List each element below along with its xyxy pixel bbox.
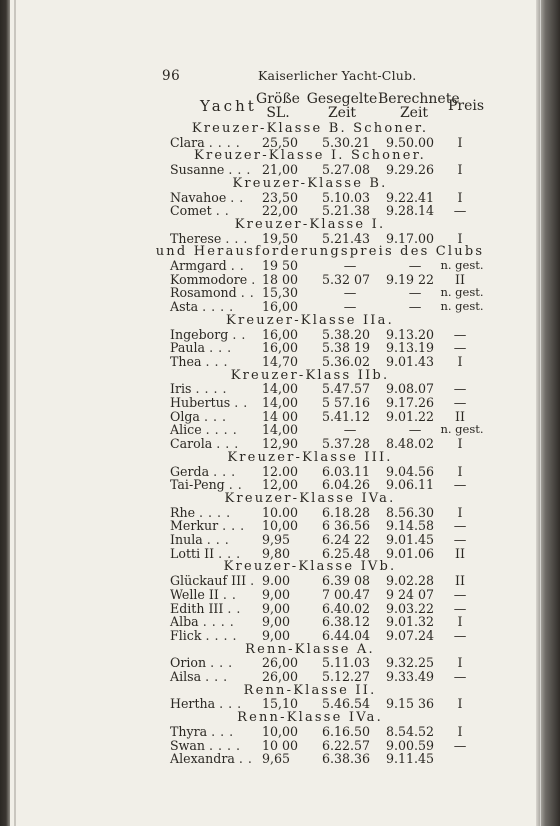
- yacht-name: Hertha: [170, 696, 216, 712]
- leader-dots: . .: [232, 326, 246, 342]
- yacht-name: Orion: [170, 655, 207, 671]
- prize-value: I: [457, 504, 463, 520]
- calculated-time: 9.19 22: [386, 271, 435, 287]
- column-header-size-line2: SL.: [266, 105, 290, 121]
- leader-dots: . . . .: [205, 627, 238, 643]
- yacht-cell: [170, 396, 248, 409]
- leader-dots: . . .: [219, 696, 242, 712]
- leader-dots: . . .: [210, 655, 233, 671]
- sailed-time: —: [343, 422, 357, 438]
- size-value: 9.00: [262, 573, 291, 589]
- sailed-time: 5.30.21: [322, 134, 371, 150]
- leader-dots: . . . .: [202, 299, 234, 315]
- sailed-time: 5.46.54: [322, 696, 371, 712]
- leader-dots: . .: [240, 285, 255, 301]
- section-heading: Kreuzer-Klasse IVb.: [223, 559, 397, 575]
- size-value: 26,00: [262, 655, 299, 671]
- calculated-time: —: [408, 299, 422, 315]
- table-row: [0, 615, 560, 628]
- sailed-time: 6 36.56: [322, 518, 371, 534]
- sailed-time: 6.44.04: [322, 627, 371, 643]
- table-row: [0, 739, 560, 752]
- column-header-sailed-line1: Gesegelte: [306, 91, 378, 107]
- prize-value: —: [453, 340, 467, 356]
- size-value: 12,90: [262, 436, 299, 452]
- prize-value: I: [457, 614, 463, 630]
- prize-value: I: [457, 162, 463, 178]
- leader-dots: . .: [230, 189, 244, 205]
- yacht-name: Ingeborg: [170, 326, 229, 342]
- prize-value: n. gest.: [440, 422, 484, 437]
- table-row: [0, 533, 560, 546]
- yacht-cell: [170, 204, 229, 217]
- prize-value: I: [457, 436, 463, 452]
- table-row: [0, 259, 560, 272]
- table-row: [0, 437, 560, 450]
- yacht-name: Welle II: [170, 586, 219, 602]
- calculated-time: 9.32.25: [386, 655, 435, 671]
- yacht-name: Navahoe: [170, 189, 227, 205]
- yacht-name: Rhe: [170, 504, 196, 520]
- sailed-time: 5.27.08: [322, 162, 371, 178]
- size-value: 16,00: [262, 326, 299, 342]
- calculated-time: 9.29.26: [386, 162, 435, 178]
- table-row: [0, 465, 560, 478]
- yacht-cell: [170, 739, 241, 752]
- sailed-time: 6.18.28: [322, 504, 371, 520]
- table-row: [0, 396, 560, 409]
- size-value: 10,00: [262, 723, 299, 739]
- size-value: 22,00: [262, 203, 299, 219]
- leader-dots: . . .: [205, 669, 228, 684]
- yacht-name: Kommodore: [170, 271, 248, 287]
- yacht-name: Iris: [170, 381, 192, 397]
- yacht-cell: [170, 273, 256, 286]
- calculated-time: 9.01.06: [386, 545, 435, 561]
- section-heading: Kreuzer-Klasse B.: [232, 175, 388, 191]
- prize-value: —: [453, 600, 467, 616]
- yacht-name: Alba: [170, 614, 199, 630]
- leader-dots: . . . .: [199, 504, 231, 520]
- size-value: 14,70: [262, 353, 299, 369]
- sailed-time: 5.41.12: [322, 408, 371, 424]
- calculated-time: 9.00.59: [386, 737, 435, 753]
- calculated-time: 9.14.58: [386, 518, 435, 534]
- table-row: [0, 478, 560, 491]
- sailed-time: 5.32 07: [322, 271, 371, 287]
- column-header-prize: Preis: [448, 98, 485, 114]
- prize-value: —: [453, 669, 467, 684]
- prize-value: II: [455, 545, 465, 561]
- size-value: 9,65: [262, 751, 291, 767]
- calculated-time: 9.13.20: [386, 326, 435, 342]
- yacht-name: Therese: [170, 230, 222, 246]
- yacht-name: Rosamond: [170, 285, 237, 301]
- calculated-time: 8.56.30: [386, 504, 435, 520]
- sailed-time: 6.03.11: [322, 463, 371, 479]
- size-value: 10 00: [262, 737, 299, 753]
- table-row: [0, 602, 560, 615]
- table-row: [0, 519, 560, 532]
- prize-value: II: [455, 408, 465, 424]
- yacht-name: Lotti II: [170, 545, 215, 561]
- table-row: [0, 382, 560, 395]
- table-row: [0, 423, 560, 436]
- prize-value: I: [457, 696, 463, 712]
- yacht-cell: [170, 697, 242, 710]
- table-row: [0, 286, 560, 299]
- yacht-name: Susanne: [170, 162, 225, 178]
- yacht-cell: [170, 286, 254, 299]
- prize-value: I: [457, 230, 463, 246]
- leader-dots: . .: [234, 395, 248, 410]
- yacht-cell: [170, 602, 241, 615]
- table-row: [0, 629, 560, 642]
- yacht-name: Paula: [170, 340, 206, 356]
- prize-value: II: [455, 271, 465, 287]
- leader-dots: . . .: [218, 545, 241, 561]
- prize-value: n. gest.: [440, 285, 484, 300]
- column-header-sailed-line2: Zeit: [327, 105, 357, 121]
- section-heading: Kreuzer-Klasse IVa.: [224, 490, 396, 506]
- prize-value: I: [457, 723, 463, 739]
- table-row: [0, 341, 560, 354]
- table-row: [0, 273, 560, 286]
- yacht-name: Swan: [170, 737, 206, 753]
- calculated-time: 9 24 07: [386, 586, 435, 602]
- sailed-time: 5.37.28: [322, 436, 371, 452]
- running-title: Kaiserlicher Yacht-Club.: [258, 68, 417, 83]
- sailed-time: —: [343, 299, 357, 315]
- section-heading: Kreuzer-Klasse IIa.: [226, 312, 394, 328]
- calculated-time: 9.33.49: [386, 669, 435, 684]
- sailed-time: 5.38.20: [322, 326, 371, 342]
- table-row: [0, 752, 560, 765]
- calculated-time: 9.17.00: [386, 230, 435, 246]
- leader-dots: . .: [215, 203, 230, 219]
- leader-dots: . . .: [228, 162, 251, 178]
- table-row: [0, 163, 560, 176]
- yacht-cell: [170, 533, 229, 546]
- column-header-calc-line2: Zeit: [399, 105, 429, 121]
- yacht-name: Edith III: [170, 600, 224, 616]
- calculated-time: 9.04.56: [386, 463, 435, 479]
- table-row: [0, 725, 560, 738]
- section-heading: Kreuzer-Klasse III.: [227, 449, 393, 465]
- yacht-name: Comet: [170, 203, 212, 219]
- size-value: 15,10: [262, 696, 299, 712]
- calculated-time: 9.50.00: [386, 134, 435, 150]
- table-row: [0, 506, 560, 519]
- leader-dots: . . . .: [209, 737, 241, 753]
- prize-value: I: [457, 134, 463, 150]
- leader-dots: .: [251, 271, 256, 287]
- leader-dots: .: [250, 573, 255, 589]
- table-row: [0, 300, 560, 313]
- sailed-time: 5.11.03: [322, 655, 371, 671]
- section-heading: Renn-Klasse A.: [245, 641, 375, 657]
- prize-value: I: [457, 189, 463, 205]
- size-value: 9,95: [262, 532, 291, 547]
- leader-dots: . . .: [211, 723, 234, 739]
- sailed-time: 5.38 19: [322, 340, 371, 356]
- size-value: 9,80: [262, 545, 291, 561]
- yacht-name: Alexandra: [170, 751, 235, 767]
- size-value: 9,00: [262, 614, 291, 630]
- yacht-name: Clara: [170, 134, 205, 150]
- calculated-time: 9.15 36: [386, 696, 435, 712]
- calculated-time: 9.17.26: [386, 395, 435, 410]
- yacht-cell: [170, 423, 237, 436]
- table-row: [0, 547, 560, 560]
- yacht-cell: [170, 163, 251, 176]
- yacht-name: Inula: [170, 532, 203, 547]
- calculated-time: —: [408, 258, 422, 273]
- size-value: 15,30: [262, 285, 299, 301]
- prize-value: —: [453, 395, 467, 410]
- yacht-cell: [170, 382, 227, 395]
- yacht-cell: [170, 465, 236, 478]
- yacht-name: Olga: [170, 408, 200, 424]
- calculated-time: 9.01.45: [386, 532, 435, 547]
- yacht-cell: [170, 410, 226, 423]
- yacht-name: Asta: [170, 299, 199, 315]
- column-header-yacht: Yacht: [200, 97, 257, 115]
- sailed-time: —: [343, 258, 357, 273]
- sailed-time: 5.47.57: [322, 381, 371, 397]
- size-value: 9,00: [262, 600, 291, 616]
- section-heading: und Herausforderungspreis des Clubs: [155, 244, 485, 260]
- yacht-cell: [170, 588, 236, 601]
- sailed-time: 6.24 22: [322, 532, 371, 547]
- leader-dots: . . . .: [205, 422, 238, 438]
- yacht-name: Tai-Peng: [170, 477, 225, 493]
- prize-value: —: [453, 203, 467, 219]
- prize-value: —: [453, 532, 467, 547]
- sailed-time: 5.10.03: [322, 189, 371, 205]
- leader-dots: . .: [230, 258, 245, 273]
- leader-dots: . . .: [206, 532, 230, 547]
- prize-value: —: [453, 381, 467, 397]
- sailed-time: 5.21.38: [322, 203, 371, 219]
- section-heading: Kreuzer-Klasse I.: [234, 216, 386, 232]
- sailed-time: 6.39 08: [322, 573, 371, 589]
- table-row: [0, 232, 560, 245]
- table-row: [0, 588, 560, 601]
- yacht-cell: [170, 656, 233, 669]
- size-value: 26,00: [262, 669, 299, 684]
- leader-dots: . . .: [222, 518, 245, 534]
- leader-dots: . .: [222, 586, 237, 602]
- sailed-time: 6.16.50: [322, 723, 371, 739]
- leader-dots: . . .: [213, 463, 236, 479]
- calculated-time: 9.22.41: [386, 189, 435, 205]
- yacht-cell: [170, 328, 246, 341]
- table-row: [0, 670, 560, 683]
- size-value: 25,50: [262, 134, 299, 150]
- section-heading: Renn-Klasse II.: [243, 682, 377, 698]
- size-value: 19,50: [262, 230, 299, 246]
- leader-dots: . . .: [216, 436, 239, 452]
- calculated-time: 9.28.14: [386, 203, 435, 219]
- calculated-time: 9.01.43: [386, 353, 435, 369]
- calculated-time: —: [408, 285, 422, 301]
- calculated-time: 9.07.24: [386, 627, 435, 643]
- sailed-time: 6.25.48: [322, 545, 371, 561]
- yacht-name: Flick: [170, 627, 202, 643]
- table-row: [0, 204, 560, 217]
- yacht-cell: [170, 341, 232, 354]
- size-value: 14,00: [262, 422, 299, 438]
- yacht-name: Carola: [170, 436, 213, 452]
- sailed-time: 7 00.47: [322, 586, 371, 602]
- yacht-cell: [170, 300, 234, 313]
- size-value: 16,00: [262, 299, 299, 315]
- yacht-cell: [170, 670, 228, 683]
- table-row: [0, 328, 560, 341]
- sailed-time: 6.38.12: [322, 614, 371, 630]
- size-value: 10.00: [262, 504, 299, 520]
- sailed-time: 5.36.02: [322, 353, 371, 369]
- yacht-cell: [170, 355, 228, 368]
- yacht-cell: [170, 519, 245, 532]
- yacht-name: Hubertus: [170, 395, 231, 410]
- prize-value: I: [457, 655, 463, 671]
- yacht-name: Thyra: [170, 723, 208, 739]
- column-header-size-line1: Größe: [256, 91, 300, 107]
- leader-dots: . . . .: [202, 614, 235, 630]
- yacht-name: Glückauf III: [170, 573, 247, 589]
- table-row: [0, 574, 560, 587]
- yacht-name: Merkur: [170, 518, 219, 534]
- calculated-time: —: [408, 422, 422, 438]
- leader-dots: . . .: [209, 340, 232, 356]
- leader-dots: . . .: [205, 353, 229, 369]
- table-row: [0, 410, 560, 423]
- size-value: 14,00: [262, 395, 299, 410]
- yacht-cell: [170, 506, 231, 519]
- calculated-time: 9.11.45: [386, 751, 435, 767]
- calculated-time: 9.03.22: [386, 600, 435, 616]
- size-value: 14,00: [262, 381, 299, 397]
- sailed-time: 5.12.27: [322, 669, 371, 684]
- page-number: 96: [162, 68, 181, 84]
- yacht-name: Thea: [170, 353, 202, 369]
- yacht-name: Gerda: [170, 463, 210, 479]
- yacht-cell: [170, 478, 242, 491]
- size-value: 14 00: [262, 408, 299, 424]
- size-value: 12.00: [262, 463, 299, 479]
- size-value: 23,50: [262, 189, 299, 205]
- table-row: [0, 191, 560, 204]
- yacht-cell: [170, 136, 240, 149]
- size-value: 19 50: [262, 258, 299, 273]
- leader-dots: . .: [227, 600, 241, 616]
- calculated-time: 9.08.07: [386, 381, 435, 397]
- yacht-cell: [170, 437, 239, 450]
- leader-dots: . . .: [203, 408, 227, 424]
- leader-dots: . .: [238, 751, 253, 767]
- yacht-cell: [170, 725, 234, 738]
- prize-value: —: [453, 477, 467, 493]
- calculated-time: 8.54.52: [386, 723, 435, 739]
- prize-value: —: [453, 627, 467, 643]
- leader-dots: . . .: [225, 230, 248, 246]
- yacht-cell: [170, 232, 248, 245]
- sailed-time: —: [343, 285, 357, 301]
- table-row: [0, 656, 560, 669]
- size-value: 9,00: [262, 586, 291, 602]
- calculated-time: 9.01.22: [386, 408, 435, 424]
- leader-dots: . . . .: [195, 381, 228, 397]
- calculated-time: 9.02.28: [386, 573, 435, 589]
- section-heading: Renn-Klasse IVa.: [237, 710, 383, 726]
- sailed-time: 6.04.26: [322, 477, 371, 493]
- table-row: [0, 697, 560, 710]
- yacht-cell: [170, 191, 244, 204]
- calculated-time: 9.06.11: [386, 477, 435, 493]
- prize-value: —: [453, 737, 467, 753]
- prize-value: n. gest.: [440, 258, 484, 272]
- section-heading: Kreuzer-Klasse I. Schoner.: [194, 148, 426, 164]
- prize-value: —: [453, 326, 467, 342]
- sailed-time: 6.22.57: [322, 737, 371, 753]
- column-header-calc-line1: Berechnete: [378, 91, 460, 107]
- calculated-time: 9.13.19: [386, 340, 435, 356]
- prize-value: I: [457, 463, 463, 479]
- calculated-time: 8.48.02: [386, 436, 435, 452]
- yacht-name: Alice: [170, 422, 202, 438]
- sailed-time: 6.38.36: [322, 751, 371, 767]
- yacht-name: Ailsa: [170, 669, 202, 684]
- sailed-time: 6.40.02: [322, 600, 371, 616]
- section-heading: Kreuzer-Klass IIb.: [230, 367, 390, 383]
- sailed-time: 5.21.43: [322, 230, 371, 246]
- prize-value: —: [453, 518, 467, 534]
- sailed-time: 5 57.16: [322, 395, 371, 410]
- yacht-cell: [170, 259, 244, 272]
- prize-value: —: [453, 586, 467, 602]
- size-value: 16,00: [262, 340, 299, 356]
- prize-value: I: [457, 353, 463, 369]
- prize-value: n. gest.: [440, 299, 484, 314]
- prize-value: II: [455, 573, 465, 589]
- yacht-cell: [170, 629, 237, 642]
- size-value: 18 00: [262, 271, 299, 287]
- section-heading: Kreuzer-Klasse B. Schoner.: [191, 121, 429, 136]
- yacht-cell: [170, 752, 252, 765]
- leader-dots: . . . .: [208, 134, 241, 150]
- calculated-time: 9.01.32: [386, 614, 435, 630]
- yacht-cell: [170, 547, 241, 560]
- yacht-cell: [170, 615, 234, 628]
- yacht-name: Armgard: [170, 258, 227, 273]
- size-value: 9,00: [262, 627, 291, 643]
- size-value: 21,00: [262, 162, 299, 178]
- table-row: [0, 136, 560, 149]
- size-value: 10,00: [262, 518, 299, 534]
- table-row: [0, 355, 560, 368]
- leader-dots: . .: [228, 477, 243, 493]
- yacht-cell: [170, 574, 255, 587]
- size-value: 12,00: [262, 477, 299, 493]
